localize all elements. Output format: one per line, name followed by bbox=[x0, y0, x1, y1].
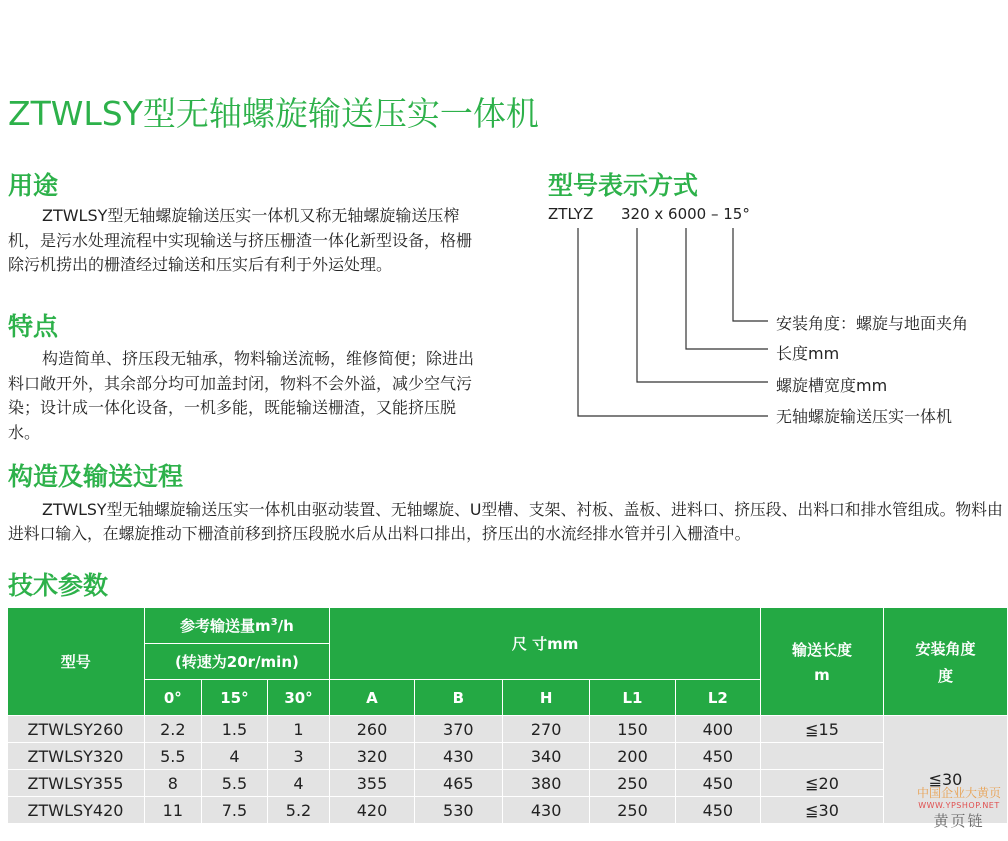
header-L1: L1 bbox=[590, 680, 675, 716]
label-name: 无轴螺旋输送压实一体机 bbox=[776, 407, 953, 426]
watermark bbox=[914, 784, 1004, 831]
usage-heading: 用途 bbox=[8, 171, 59, 200]
model-notation-heading: 型号表示方式 bbox=[548, 171, 699, 200]
header-length: 输送长度 m bbox=[761, 608, 884, 716]
model-example: 320 x 6000 – 15° bbox=[621, 205, 750, 223]
header-speed: (转速为20r/min) bbox=[144, 644, 330, 680]
page-title: ZTWLSY型无轴螺旋输送压实一体机 bbox=[8, 94, 539, 133]
label-angle: 安装角度：螺旋与地面夹角 bbox=[776, 314, 969, 333]
header-deg30: 30° bbox=[267, 680, 330, 716]
spec-table bbox=[7, 607, 1008, 824]
table-row: ZTWLSY420 11 7.5 5.2 420 530 430 250 450 ≦30 bbox=[8, 797, 1008, 824]
usage-text: ZTWLSY型无轴螺旋输送压实一体机又称无轴螺旋输送压榨机，是污水处理流程中实现输送与挤压栅渣一体化新型设备，格栅除污机捞出的栅渣经过输送和压实后有利于外运处理。 bbox=[8, 206, 473, 274]
header-angle: 安装角度 度 bbox=[883, 608, 1007, 716]
header-B: B bbox=[414, 680, 502, 716]
structure-text: ZTWLSY型无轴螺旋输送压实一体机由驱动装置、无轴螺旋、U型槽、支架、衬板、盖板、进料口、挤压段、出料口和排水管组成。物料由进料口输入，在螺旋推动下栅渣前移到挤压段脱水后从出料口排出，挤压出的水流经排水管并引入栅渣中。 bbox=[8, 500, 1003, 543]
header-capacity: 参考输送量$m^3/h$ bbox=[144, 608, 330, 644]
label-length: 长度mm bbox=[776, 344, 840, 363]
watermark-line3: 黄页链 bbox=[933, 812, 985, 830]
specs-heading: 技术参数 bbox=[8, 571, 109, 600]
header-H: H bbox=[502, 680, 589, 716]
label-width: 螺旋槽宽度mm bbox=[776, 376, 888, 395]
watermark-line1: 中国企业大黄页 bbox=[916, 786, 1001, 800]
header-dimensions: 尺 寸mm bbox=[330, 608, 761, 680]
header-model: 型号 bbox=[8, 608, 145, 716]
features-heading: 特点 bbox=[8, 312, 59, 341]
header-A: A bbox=[330, 680, 414, 716]
header-deg15: 15° bbox=[202, 680, 268, 716]
table-row: ZTWLSY320 5.5 4 3 320 430 340 200 450 bbox=[8, 743, 1008, 770]
watermark-line2: WWW.YPSHOP.NET bbox=[918, 801, 1000, 810]
header-deg0: 0° bbox=[144, 680, 202, 716]
header-L2: L2 bbox=[675, 680, 760, 716]
table-row: ZTWLSY260 2.2 1.5 1 260 370 270 150 400 ≦15 ≦30 bbox=[8, 716, 1008, 743]
structure-heading: 构造及输送过程 bbox=[8, 462, 184, 491]
features-text: 构造简单、挤压段无轴承，物料输送流畅，维修简便；除进出料口敞开外，其余部分均可加盖封闭，物料不会外溢，减少空气污染；设计成一体化设备，一机多能，既能输送栅渣，又能挤压脱水。 bbox=[8, 349, 475, 442]
model-prefix: ZTLYZ bbox=[548, 205, 594, 223]
angle-value-cell: ≦30 bbox=[883, 716, 1007, 824]
table-row: ZTWLSY355 8 5.5 4 355 465 380 250 450 ≦20 bbox=[8, 770, 1008, 797]
